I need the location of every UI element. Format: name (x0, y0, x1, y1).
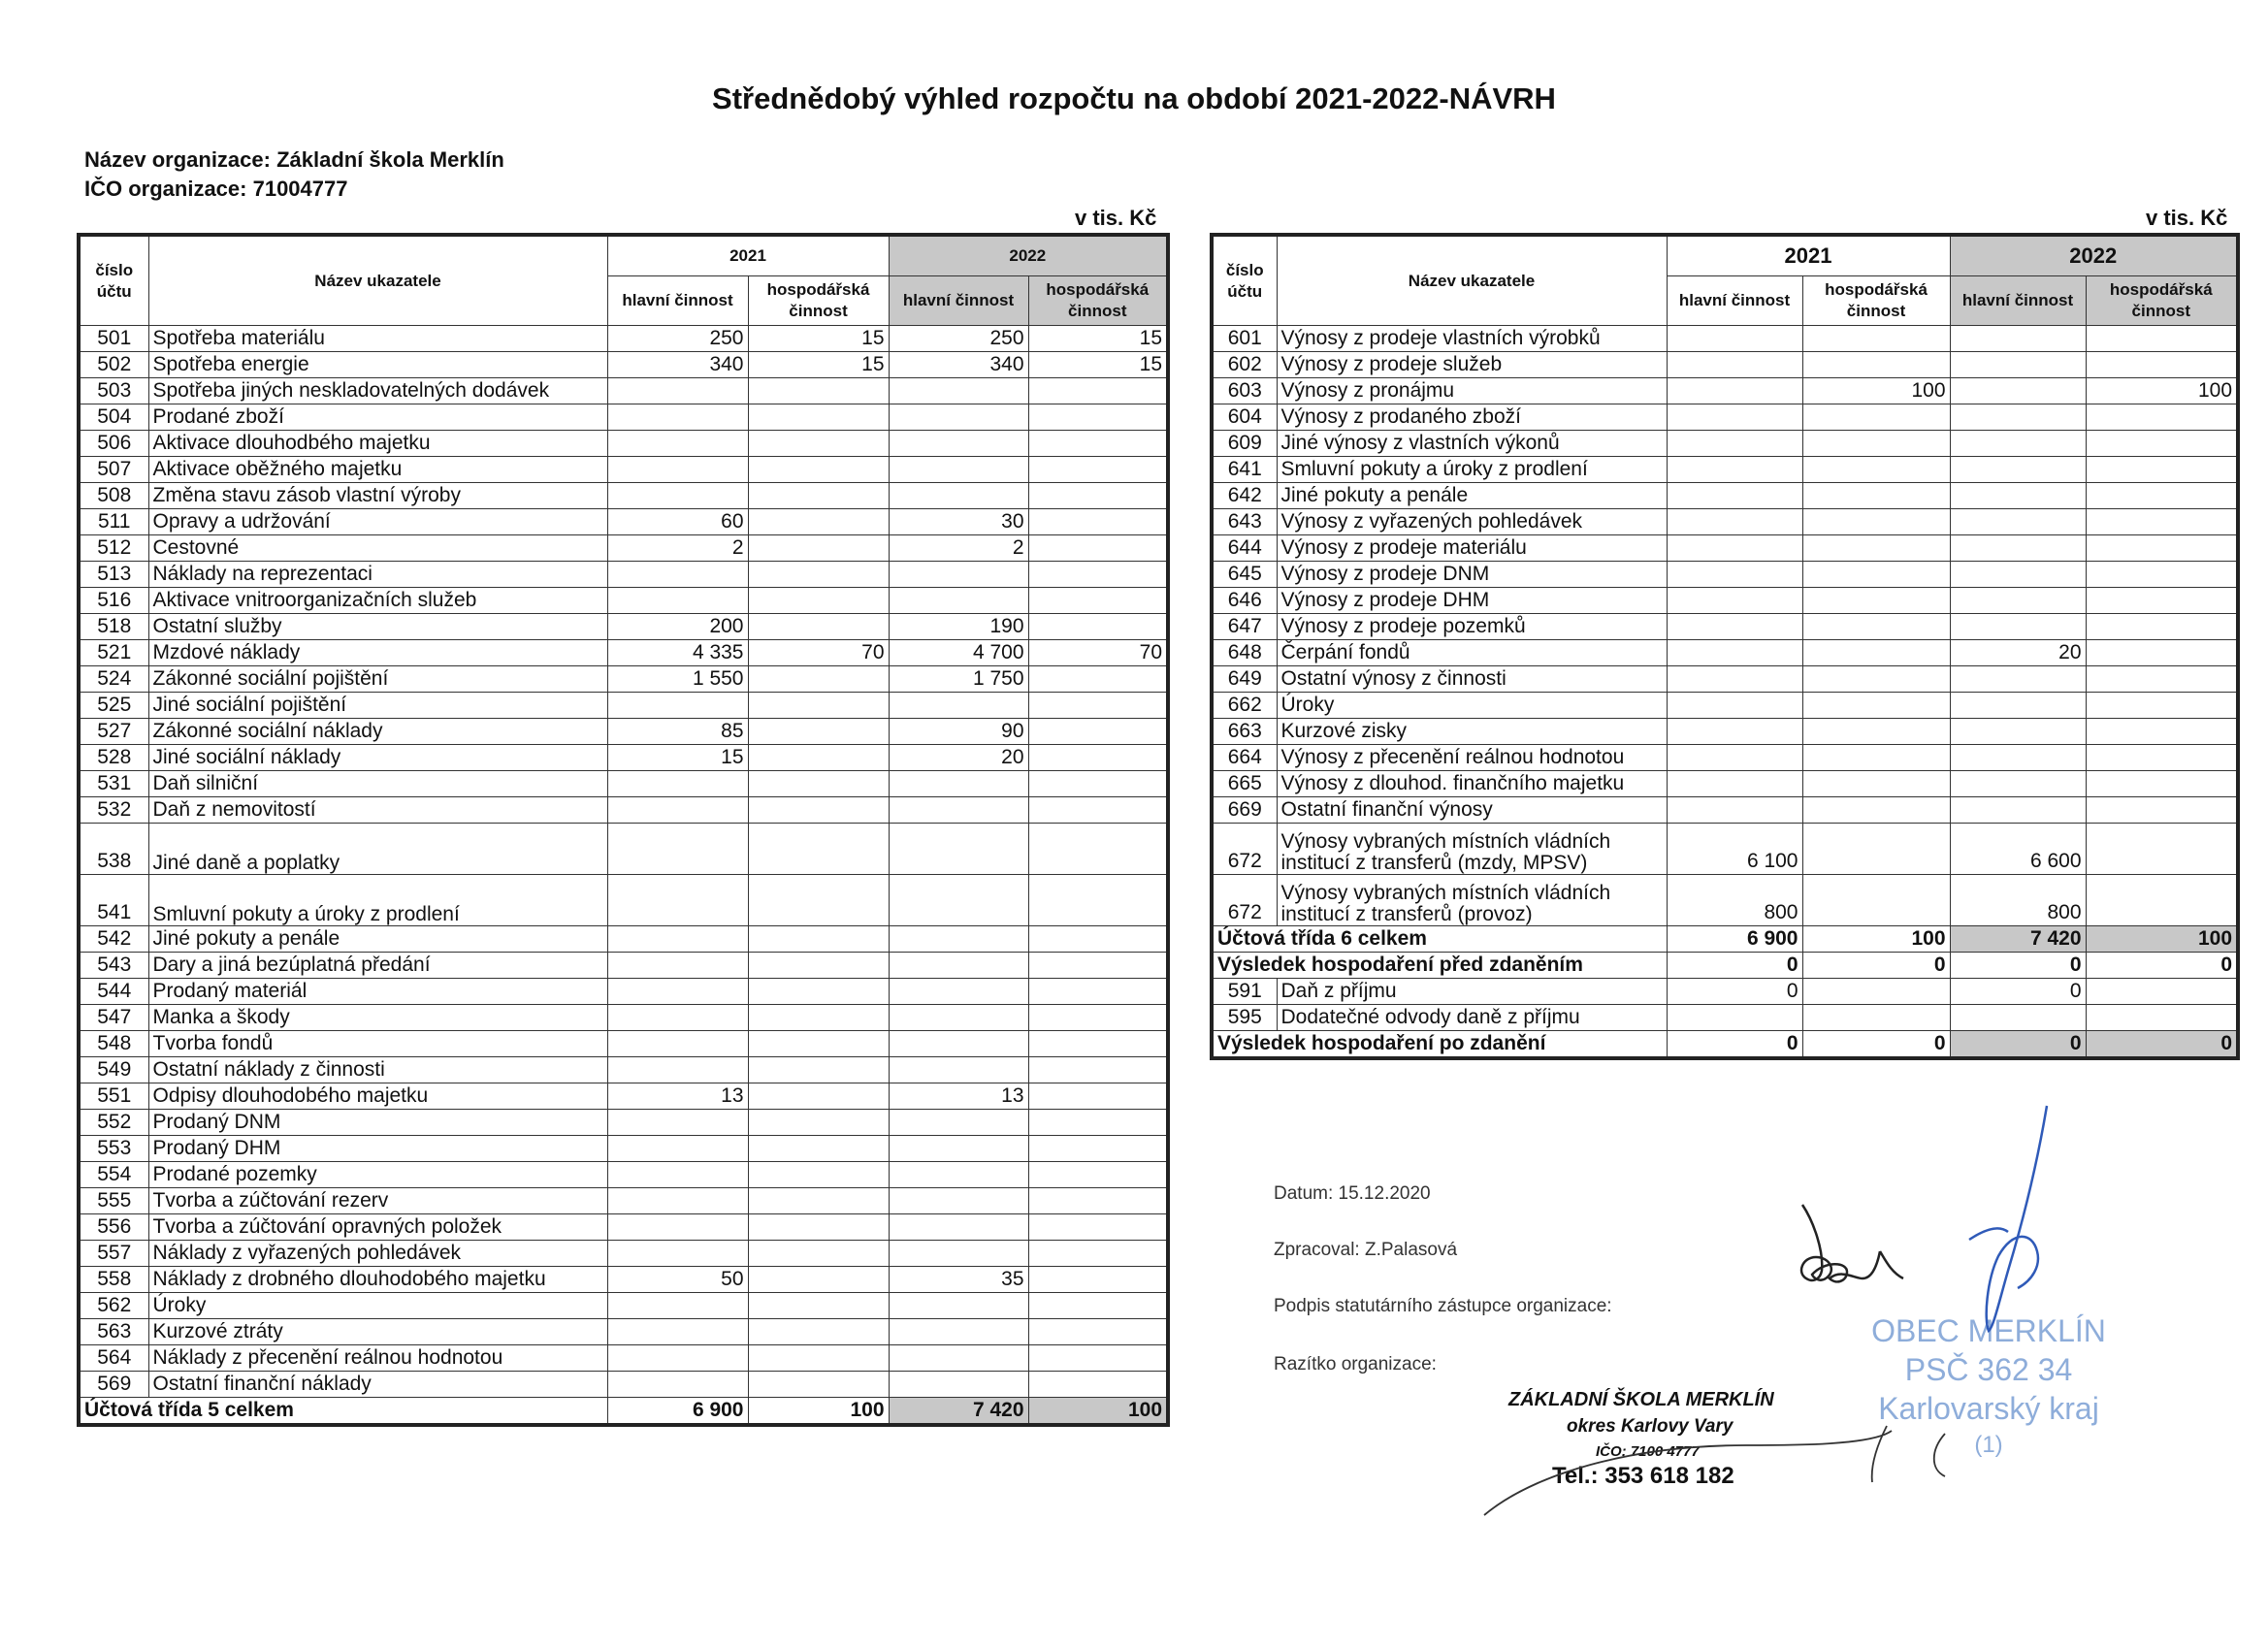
header-indicator: Název ukazatele (148, 235, 607, 326)
value-main-2022: 20 (1950, 640, 2086, 666)
account-number: 644 (1212, 535, 1277, 562)
value-economic-2021: 0 (1802, 953, 1950, 979)
footer-signature-label: Podpis statutárního zástupce organizace: (1274, 1296, 1612, 1316)
indicator-name: Jiné daně a poplatky (148, 824, 607, 875)
indicator-name: Cestovné (148, 535, 607, 562)
account-number: 518 (79, 614, 148, 640)
account-number: 563 (79, 1319, 148, 1345)
indicator-name: Výnosy z prodeje DNM (1277, 562, 1667, 588)
header-year-2022: 2022 (889, 235, 1168, 276)
indicator-name: Úroky (148, 1293, 607, 1319)
value-main-2022: 340 (889, 352, 1028, 378)
account-number: 556 (79, 1214, 148, 1241)
indicator-name: Výnosy z vyřazených pohledávek (1277, 509, 1667, 535)
indicator-name: Jiné pokuty a penále (1277, 483, 1667, 509)
account-number: 503 (79, 378, 148, 404)
indicator-name: Kurzové zisky (1277, 719, 1667, 745)
indicator-name: Výnosy z přecenění reálnou hodnotou (1277, 745, 1667, 771)
value-main-2022: 20 (889, 745, 1028, 771)
value-main-2022: 250 (889, 326, 1028, 352)
account-number: 665 (1212, 771, 1277, 797)
account-number: 544 (79, 979, 148, 1005)
value-main-2022: 13 (889, 1083, 1028, 1110)
city-stamp-line1: OBEC MERKLÍN (1871, 1313, 2106, 1348)
indicator-name: Spotřeba jiných neskladovatelných dodávek (148, 378, 607, 404)
value-main-2022: 7 420 (889, 1398, 1028, 1426)
organization-ico: IČO organizace: 71004777 (84, 177, 348, 201)
value-main-2022: 7 420 (1950, 926, 2086, 953)
account-number: 538 (79, 824, 148, 875)
indicator-name: Tvorba a zúčtování opravných položek (148, 1214, 607, 1241)
account-number: 557 (79, 1241, 148, 1267)
indicator-name: Jiné sociální pojištění (148, 693, 607, 719)
value-main-2021: 4 335 (607, 640, 748, 666)
footer-stamp-label: Razítko organizace: (1274, 1354, 1437, 1374)
unit-label-left: v tis. Kč (1075, 206, 1157, 230)
footer-prepared-by: Zpracoval: Z.Palasová (1274, 1240, 1458, 1260)
header-economic-2021: hospodářská činnost (748, 276, 889, 326)
value-economic-2021: 100 (748, 1398, 889, 1426)
indicator-name: Jiné sociální náklady (148, 745, 607, 771)
header-main-2022: hlavní činnost (889, 276, 1028, 326)
school-stamp-line1: ZÁKLADNÍ ŠKOLA MERKLÍN (1508, 1389, 1774, 1410)
indicator-name: Opravy a udržování (148, 509, 607, 535)
account-number: 609 (1212, 431, 1277, 457)
indicator-name: Prodaný materiál (148, 979, 607, 1005)
indicator-name: Spotřeba materiálu (148, 326, 607, 352)
header-economic-2022: hospodářská činnost (2086, 276, 2238, 326)
indicator-name: Náklady z vyřazených pohledávek (148, 1241, 607, 1267)
account-number: 558 (79, 1267, 148, 1293)
value-economic-2022: 15 (1028, 352, 1168, 378)
indicator-name: Změna stavu zásob vlastní výroby (148, 483, 607, 509)
value-main-2022: 4 700 (889, 640, 1028, 666)
account-number: 601 (1212, 326, 1277, 352)
value-main-2022: 0 (1950, 1031, 2086, 1059)
indicator-name: Daň z příjmu (1277, 979, 1667, 1005)
indicator-name: Dodatečné odvody daně z příjmu (1277, 1005, 1667, 1031)
account-number: 664 (1212, 745, 1277, 771)
value-main-2021: 6 900 (607, 1398, 748, 1426)
account-number: 604 (1212, 404, 1277, 431)
account-number: 595 (1212, 1005, 1277, 1031)
value-main-2022: 0 (1950, 979, 2086, 1005)
indicator-name: Ostatní finanční náklady (148, 1372, 607, 1398)
account-number: 512 (79, 535, 148, 562)
indicator-name: Aktivace vnitroorganizačních služeb (148, 588, 607, 614)
value-main-2021: 60 (607, 509, 748, 535)
account-number: 646 (1212, 588, 1277, 614)
row-total-label: Účtová třída 6 celkem (1212, 926, 1667, 953)
header-main-2021: hlavní činnost (1667, 276, 1802, 326)
account-number: 502 (79, 352, 148, 378)
account-number: 524 (79, 666, 148, 693)
value-economic-2021: 0 (1802, 1031, 1950, 1059)
indicator-name: Výnosy z prodeje pozemků (1277, 614, 1667, 640)
account-number: 527 (79, 719, 148, 745)
indicator-name: Výnosy z prodeje DHM (1277, 588, 1667, 614)
account-number: 521 (79, 640, 148, 666)
handwritten-signature-black (1801, 1205, 1903, 1281)
account-number: 516 (79, 588, 148, 614)
value-main-2022: 35 (889, 1267, 1028, 1293)
indicator-name: Tvorba fondů (148, 1031, 607, 1057)
value-main-2021: 13 (607, 1083, 748, 1110)
value-economic-2022: 0 (2086, 1031, 2238, 1059)
indicator-name: Výnosy z prodeje služeb (1277, 352, 1667, 378)
value-main-2022: 2 (889, 535, 1028, 562)
account-number: 551 (79, 1083, 148, 1110)
account-number: 591 (1212, 979, 1277, 1005)
indicator-name: Manka a škody (148, 1005, 607, 1031)
account-number: 603 (1212, 378, 1277, 404)
value-economic-2022: 100 (2086, 378, 2238, 404)
account-number: 528 (79, 745, 148, 771)
value-main-2021: 800 (1667, 875, 1802, 926)
indicator-name: Ostatní finanční výnosy (1277, 797, 1667, 824)
account-number: 508 (79, 483, 148, 509)
value-main-2022: 800 (1950, 875, 2086, 926)
indicator-name: Výnosy z dlouhod. finančního majetku (1277, 771, 1667, 797)
indicator-name: Výnosy z prodaného zboží (1277, 404, 1667, 431)
account-number: 549 (79, 1057, 148, 1083)
indicator-name: Výnosy z prodeje vlastních výrobků (1277, 326, 1667, 352)
stamp-signature-stroke (1484, 1426, 1945, 1515)
account-number: 532 (79, 797, 148, 824)
account-number: 552 (79, 1110, 148, 1136)
organization-name: Název organizace: Základní škola Merklín (84, 147, 504, 172)
indicator-name: Výnosy vybraných místních vládních institucí z transferů (mzdy, MPSV) (1277, 824, 1667, 875)
indicator-name: Zákonné sociální pojištění (148, 666, 607, 693)
header-year-2022: 2022 (1950, 235, 2238, 276)
value-main-2022: 6 600 (1950, 824, 2086, 875)
account-number: 511 (79, 509, 148, 535)
indicator-name: Spotřeba energie (148, 352, 607, 378)
indicator-name: Ostatní služby (148, 614, 607, 640)
account-number: 525 (79, 693, 148, 719)
value-main-2022: 30 (889, 509, 1028, 535)
account-number: 548 (79, 1031, 148, 1057)
header-economic-2022: hospodářská činnost (1028, 276, 1168, 326)
indicator-name: Výnosy z pronájmu (1277, 378, 1667, 404)
value-main-2021: 250 (607, 326, 748, 352)
header-account: číslo účtu (1212, 235, 1277, 326)
value-economic-2021: 15 (748, 326, 889, 352)
indicator-name: Náklady na reprezentaci (148, 562, 607, 588)
indicator-name: Kurzové ztráty (148, 1319, 607, 1345)
value-main-2022: 0 (1950, 953, 2086, 979)
row-total-label: Účtová třída 5 celkem (79, 1398, 607, 1426)
header-economic-2021: hospodářská činnost (1802, 276, 1950, 326)
indicator-name: Náklady z přecenění reálnou hodnotou (148, 1345, 607, 1372)
account-number: 501 (79, 326, 148, 352)
value-economic-2022: 0 (2086, 953, 2238, 979)
account-number: 554 (79, 1162, 148, 1188)
account-number: 648 (1212, 640, 1277, 666)
account-number: 672 (1212, 824, 1277, 875)
account-number: 643 (1212, 509, 1277, 535)
account-number: 513 (79, 562, 148, 588)
handwritten-signature-blue (1969, 1106, 2047, 1331)
indicator-name: Odpisy dlouhodobého majetku (148, 1083, 607, 1110)
value-main-2021: 200 (607, 614, 748, 640)
header-main-2022: hlavní činnost (1950, 276, 2086, 326)
account-number: 649 (1212, 666, 1277, 693)
indicator-name: Ostatní výnosy z činnosti (1277, 666, 1667, 693)
value-economic-2021: 100 (1802, 378, 1950, 404)
account-number: 663 (1212, 719, 1277, 745)
value-main-2021: 340 (607, 352, 748, 378)
account-number: 642 (1212, 483, 1277, 509)
indicator-name: Prodaný DNM (148, 1110, 607, 1136)
account-number: 672 (1212, 875, 1277, 926)
account-number: 507 (79, 457, 148, 483)
account-number: 542 (79, 926, 148, 953)
account-number: 506 (79, 431, 148, 457)
account-number: 555 (79, 1188, 148, 1214)
unit-label-right: v tis. Kč (2146, 206, 2228, 230)
value-main-2021: 0 (1667, 979, 1802, 1005)
indicator-name: Výnosy z prodeje materiálu (1277, 535, 1667, 562)
account-number: 641 (1212, 457, 1277, 483)
indicator-name: Prodaný DHM (148, 1136, 607, 1162)
indicator-name: Dary a jiná bezúplatná předání (148, 953, 607, 979)
school-stamp-line4: Tel.: 353 618 182 (1552, 1463, 1734, 1489)
indicator-name: Úroky (1277, 693, 1667, 719)
indicator-name: Ostatní náklady z činnosti (148, 1057, 607, 1083)
indicator-name: Prodané zboží (148, 404, 607, 431)
value-economic-2021: 70 (748, 640, 889, 666)
indicator-name: Výnosy vybraných místních vládních institucí z transferů (provoz) (1277, 875, 1667, 926)
value-main-2021: 6 100 (1667, 824, 1802, 875)
value-main-2021: 2 (607, 535, 748, 562)
value-economic-2022: 100 (2086, 926, 2238, 953)
value-main-2022: 1 750 (889, 666, 1028, 693)
indicator-name: Náklady z drobného dlouhodobého majetku (148, 1267, 607, 1293)
page-title: Střednědobý výhled rozpočtu na období 2021-2022-NÁVRH (712, 81, 1556, 115)
account-number: 531 (79, 771, 148, 797)
value-main-2021: 0 (1667, 1031, 1802, 1059)
indicator-name: Prodané pozemky (148, 1162, 607, 1188)
value-main-2021: 50 (607, 1267, 748, 1293)
indicator-name: Jiné výnosy z vlastních výkonů (1277, 431, 1667, 457)
value-economic-2022: 100 (1028, 1398, 1168, 1426)
account-number: 647 (1212, 614, 1277, 640)
account-number: 553 (79, 1136, 148, 1162)
city-stamp-line4: (1) (1974, 1432, 2003, 1458)
header-account: číslo účtu (79, 235, 148, 326)
indicator-name: Smluvní pokuty a úroky z prodlení (148, 875, 607, 926)
account-number: 543 (79, 953, 148, 979)
account-number: 669 (1212, 797, 1277, 824)
school-stamp-line2: okres Karlovy Vary (1567, 1416, 1733, 1437)
account-number: 645 (1212, 562, 1277, 588)
indicator-name: Jiné pokuty a penále (148, 926, 607, 953)
indicator-name: Smluvní pokuty a úroky z prodlení (1277, 457, 1667, 483)
value-main-2021: 15 (607, 745, 748, 771)
value-main-2021: 0 (1667, 953, 1802, 979)
indicator-name: Daň z nemovitostí (148, 797, 607, 824)
footer-date: Datum: 15.12.2020 (1274, 1183, 1431, 1204)
value-main-2022: 90 (889, 719, 1028, 745)
city-stamp-line2: PSČ 362 34 (1904, 1352, 2073, 1387)
value-main-2021: 6 900 (1667, 926, 1802, 953)
row-total-label: Výsledek hospodaření po zdanění (1212, 1031, 1667, 1059)
header-indicator: Název ukazatele (1277, 235, 1667, 326)
indicator-name: Aktivace dlouhodbého majetku (148, 431, 607, 457)
value-economic-2021: 15 (748, 352, 889, 378)
row-total-label: Výsledek hospodaření před zdaněním (1212, 953, 1667, 979)
value-economic-2022: 70 (1028, 640, 1168, 666)
account-number: 564 (79, 1345, 148, 1372)
indicator-name: Aktivace oběžného majetku (148, 457, 607, 483)
account-number: 569 (79, 1372, 148, 1398)
header-year-2021: 2021 (1667, 235, 1950, 276)
value-economic-2022: 15 (1028, 326, 1168, 352)
account-number: 541 (79, 875, 148, 926)
account-number: 547 (79, 1005, 148, 1031)
account-number: 504 (79, 404, 148, 431)
city-stamp-line3: Karlovarský kraj (1878, 1391, 2099, 1426)
school-stamp-line3: IČO: 7100 4777 (1596, 1443, 1700, 1460)
account-number: 662 (1212, 693, 1277, 719)
value-main-2021: 1 550 (607, 666, 748, 693)
indicator-name: Mzdové náklady (148, 640, 607, 666)
header-year-2021: 2021 (607, 235, 889, 276)
indicator-name: Tvorba a zúčtování rezerv (148, 1188, 607, 1214)
indicator-name: Čerpání fondů (1277, 640, 1667, 666)
value-economic-2021: 100 (1802, 926, 1950, 953)
header-main-2021: hlavní činnost (607, 276, 748, 326)
indicator-name: Zákonné sociální náklady (148, 719, 607, 745)
account-number: 562 (79, 1293, 148, 1319)
value-main-2021: 85 (607, 719, 748, 745)
indicator-name: Daň silniční (148, 771, 607, 797)
account-number: 602 (1212, 352, 1277, 378)
value-main-2022: 190 (889, 614, 1028, 640)
